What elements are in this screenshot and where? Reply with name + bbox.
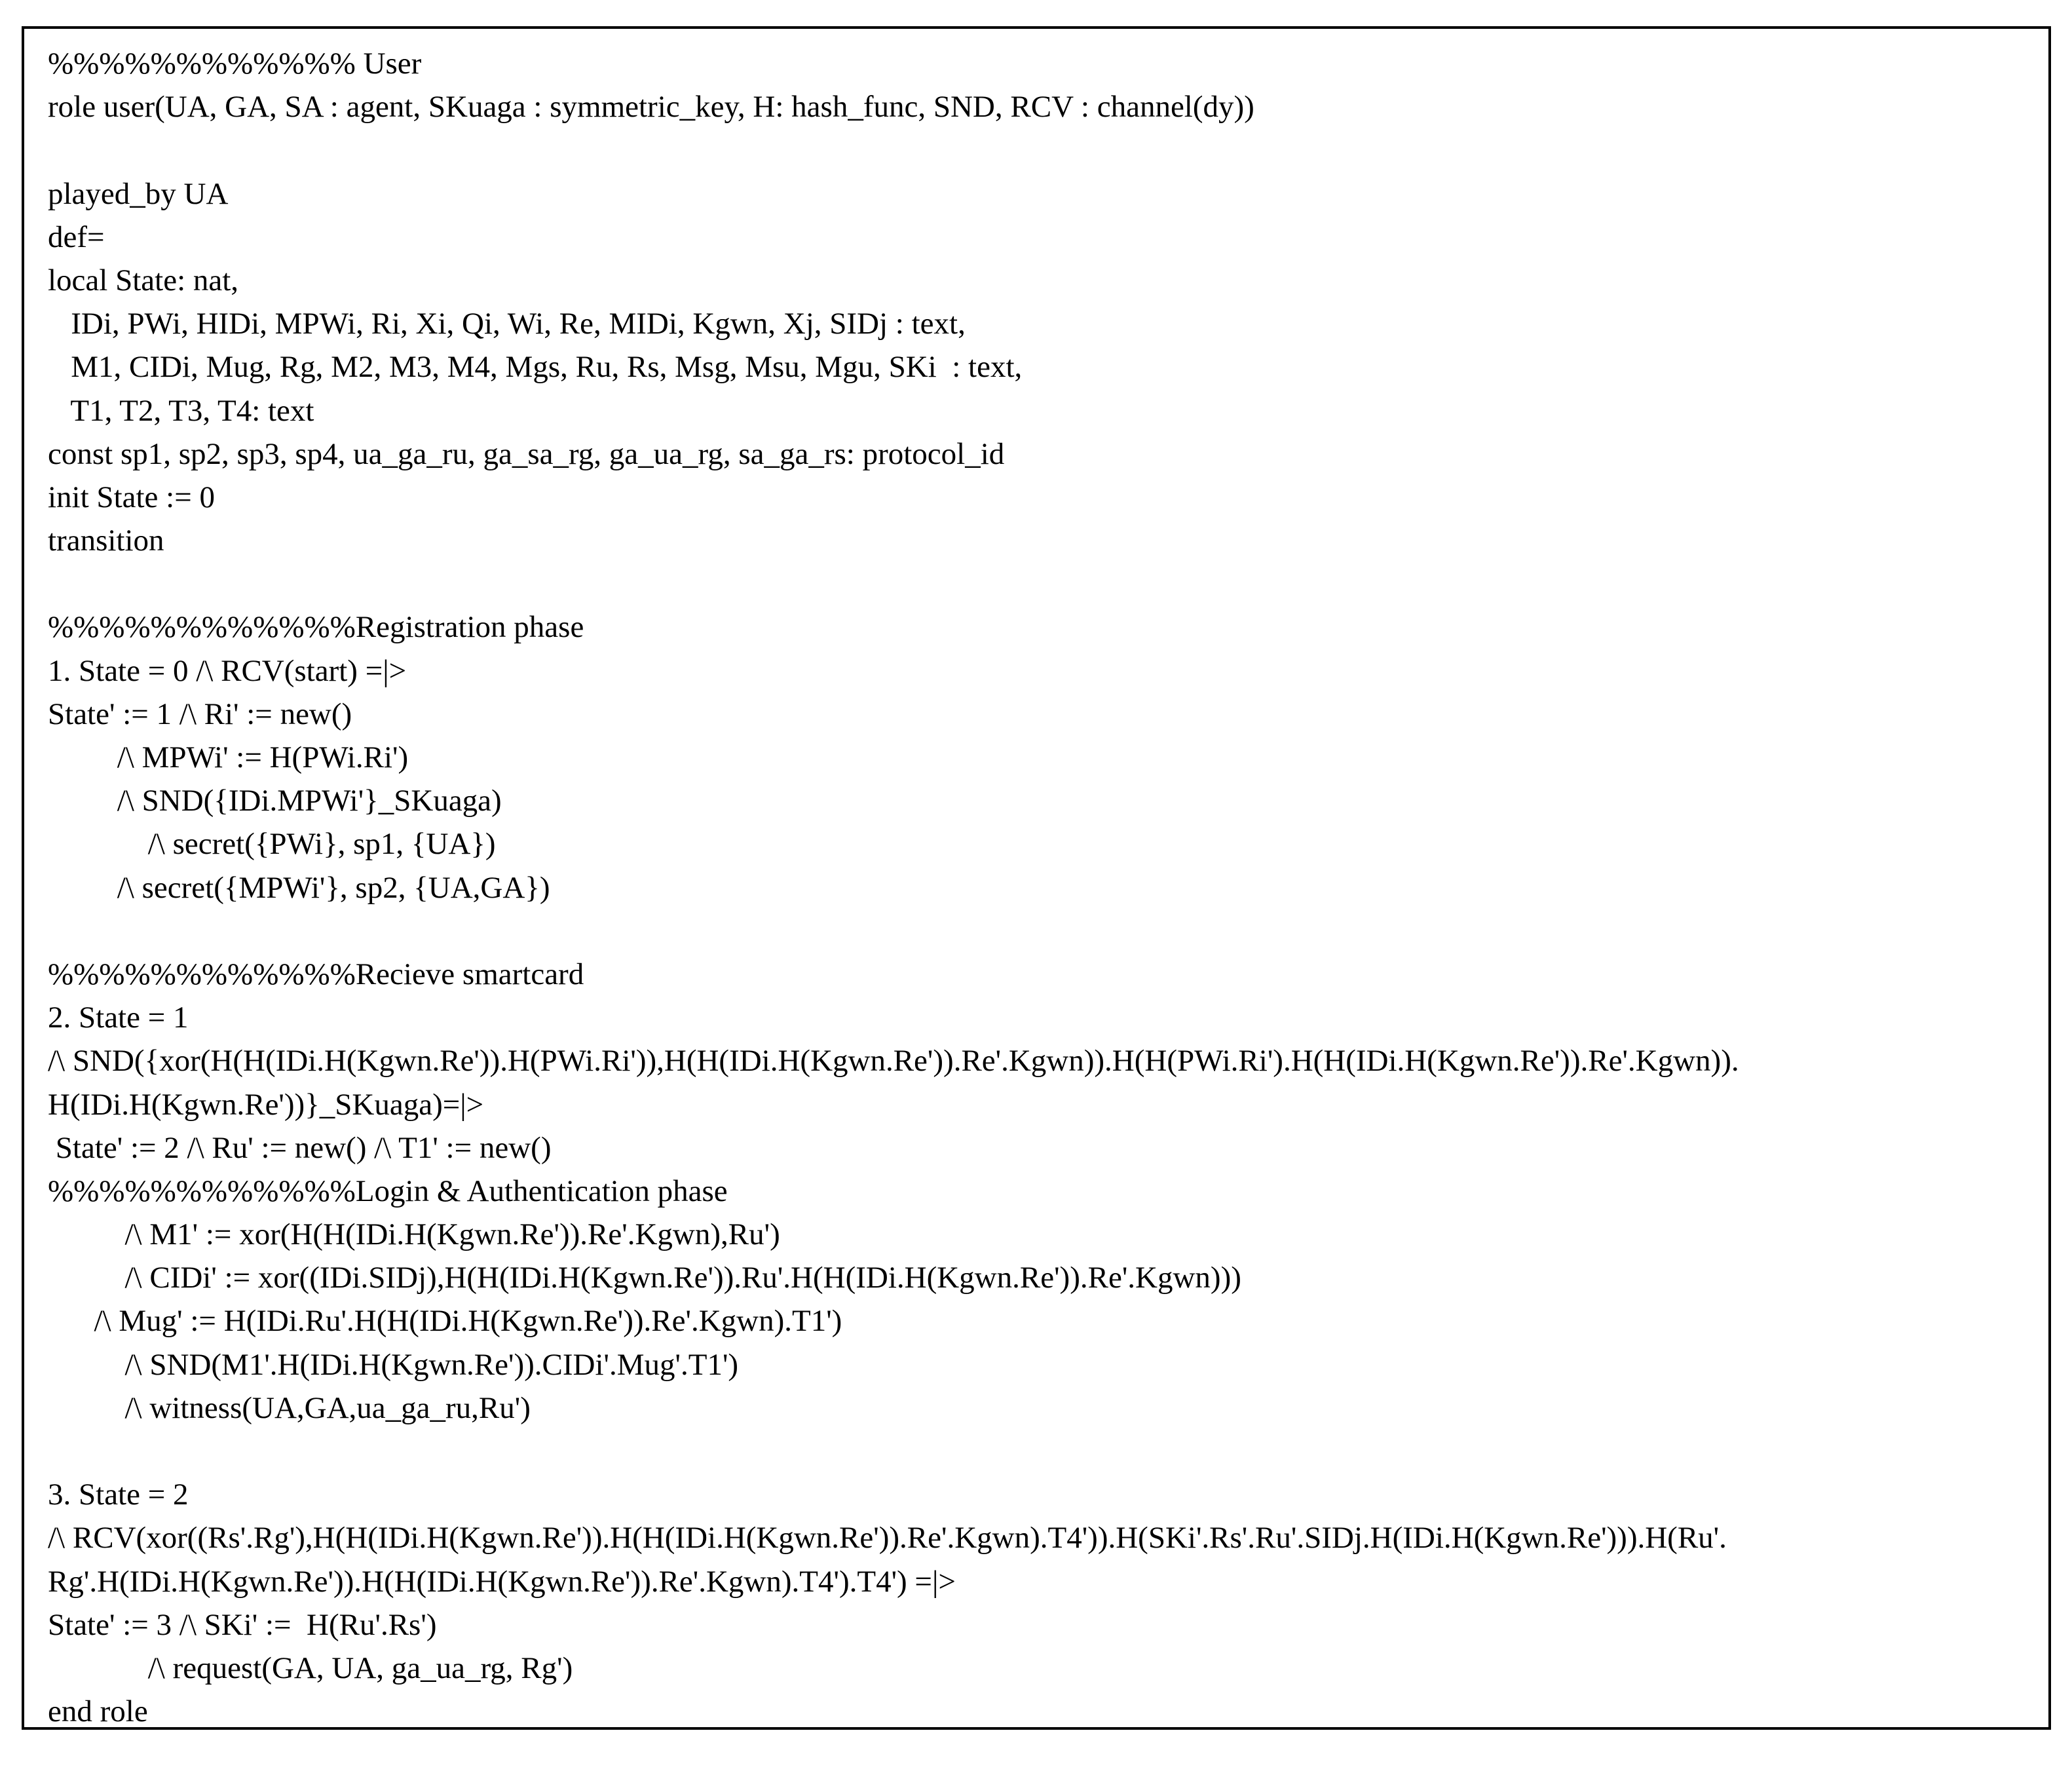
- code-line: role user(UA, GA, SA : agent, SKuaga : symmetric_key, H: hash_func, SND, RCV : channel(dy)): [48, 90, 1254, 124]
- code-line: /\ SND({xor(H(H(IDi.H(Kgwn.Re')).H(PWi.Ri')),H(H(IDi.H(Kgwn.Re')).Re'.Kgwn)).H(H(PWi.Ri').H(H(IDi.H(Kgwn.Re')).Re'.Kgwn)).: [48, 1044, 1739, 1078]
- code-line: const sp1, sp2, sp3, sp4, ua_ga_ru, ga_sa_rg, ga_ua_rg, sa_ga_rs: protocol_id: [48, 436, 1005, 471]
- code-line: IDi, PWi, HIDi, MPWi, Ri, Xi, Qi, Wi, Re, MIDi, Kgwn, Xj, SIDj : text,: [48, 307, 966, 341]
- code-line: Rg'.H(IDi.H(Kgwn.Re')).H(H(IDi.H(Kgwn.Re')).Re'.Kgwn).T4').T4') =|>: [48, 1564, 956, 1599]
- code-line: /\ M1' := xor(H(H(IDi.H(Kgwn.Re')).Re'.Kgwn),Ru'): [48, 1217, 780, 1252]
- code-line: /\ MPWi' := H(PWi.Ri'): [48, 740, 409, 774]
- code-line: /\ RCV(xor((Rs'.Rg'),H(H(IDi.H(Kgwn.Re')).H(H(IDi.H(Kgwn.Re')).Re'.Kgwn).T4')).H(SKi'.Rs'.Ru'.SIDj.H(IDi.H(Kgwn.Re'))).H(Ru'.: [48, 1521, 1727, 1555]
- code-line: [48, 909, 2035, 953]
- code-line: T1, T2, T3, T4: text: [48, 393, 314, 428]
- code-line: %%%%%%%%%%%%Registration phase: [48, 610, 584, 645]
- code-line: 1. State = 0 /\ RCV(start) =|>: [48, 653, 407, 688]
- code-line: init State := 0: [48, 480, 215, 514]
- code-line: State' := 1 /\ Ri' := new(): [48, 696, 352, 731]
- code-line: local State: nat,: [48, 263, 239, 297]
- code-line: M1, CIDi, Mug, Rg, M2, M3, M4, Mgs, Ru, Rs, Msg, Msu, Mgu, SKi : text,: [48, 350, 1023, 385]
- code-line: /\ request(GA, UA, ga_ua_rg, Rg'): [48, 1650, 573, 1685]
- code-listing: [48, 42, 2035, 1733]
- code-line: /\ CIDi' := xor((IDi.SIDj),H(H(IDi.H(Kgwn.Re')).Ru'.H(H(IDi.H(Kgwn.Re')).Re'.Kgwn))): [48, 1261, 1241, 1295]
- code-line: transition: [48, 524, 164, 558]
- code-line: [48, 562, 2035, 605]
- code-listing-frame: [22, 26, 2051, 1730]
- code-line: [48, 1430, 2035, 1473]
- code-line: H(IDi.H(Kgwn.Re'))}_SKuaga)=|>: [48, 1087, 484, 1122]
- code-line: 3. State = 2: [48, 1477, 189, 1512]
- code-line: played_by UA: [48, 176, 229, 211]
- code-line: /\ witness(UA,GA,ua_ga_ru,Ru'): [48, 1390, 531, 1425]
- code-line: [48, 128, 2035, 172]
- code-line: /\ secret({MPWi'}, sp2, {UA,GA}): [48, 870, 550, 905]
- code-line: 2. State = 1: [48, 1001, 189, 1035]
- code-line: /\ SND(M1'.H(IDi.H(Kgwn.Re')).CIDi'.Mug'.T1'): [48, 1347, 739, 1382]
- code-line: State' := 3 /\ SKi' := H(Ru'.Rs'): [48, 1607, 437, 1642]
- code-line: State' := 2 /\ Ru' := new() /\ T1' := new(): [48, 1130, 552, 1165]
- code-line: /\ Mug' := H(IDi.Ru'.H(H(IDi.H(Kgwn.Re')).Re'.Kgwn).T1'): [48, 1304, 842, 1339]
- code-line: /\ secret({PWi}, sp1, {UA}): [48, 827, 496, 862]
- code-line: %%%%%%%%%%%% User: [48, 47, 422, 81]
- code-line: %%%%%%%%%%%%Login & Authentication phase: [48, 1173, 728, 1208]
- code-line: /\ SND({IDi.MPWi'}_SKuaga): [48, 784, 502, 818]
- code-line: %%%%%%%%%%%%Recieve smartcard: [48, 957, 584, 991]
- code-line: def=: [48, 219, 105, 254]
- code-line: end role: [48, 1694, 148, 1729]
